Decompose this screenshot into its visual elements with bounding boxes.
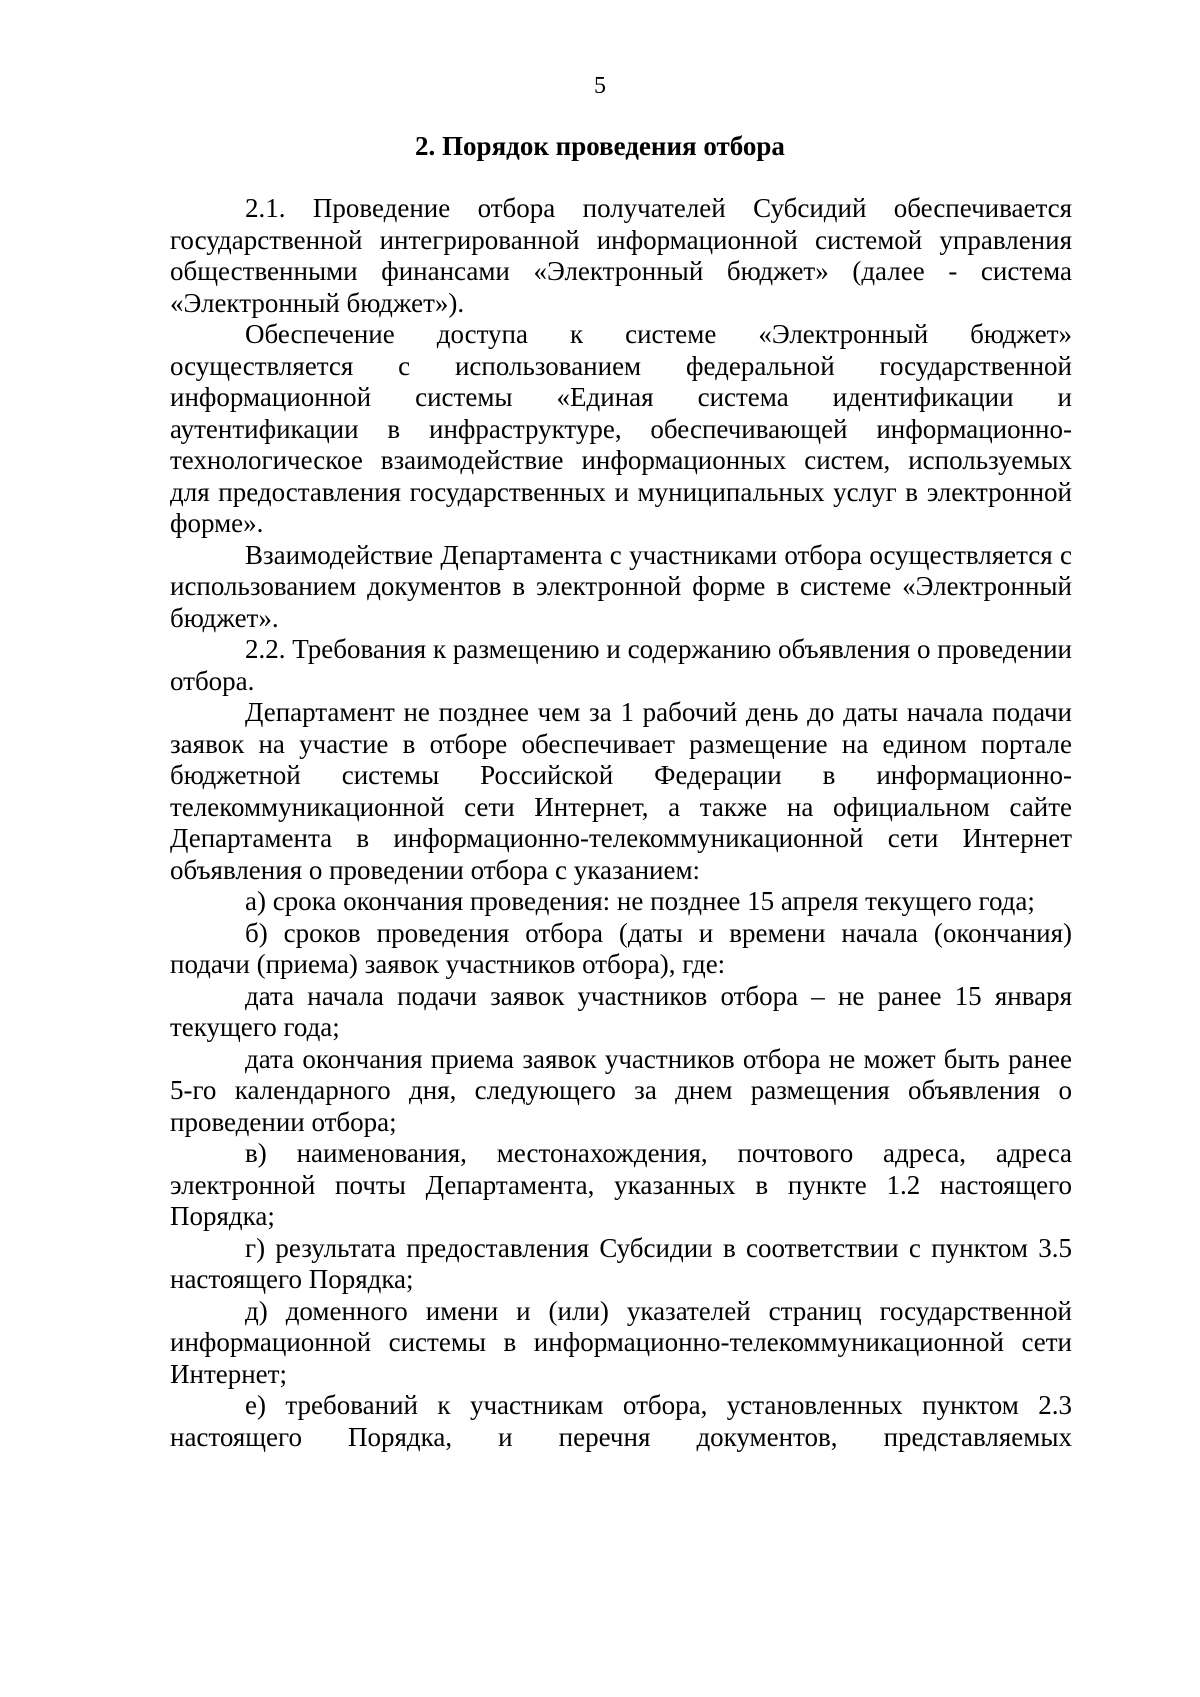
paragraph-access: Обеспечение доступа к системе «Электронный бюджет» осуществляется с использованием федеральной государственной информационной системы «Единая система идентификации и аутентификации в инфраструктуре, обеспечивающей информационно-технологическое взаимодействие информационных систем, используемых для предоставления государственных и муниципальных услуг в электронной форме». [170, 319, 1072, 538]
list-item-v: в) наименования, местонахождения, почтового адреса, адреса электронной почты Департамента, указанных в пункте 1.2 настоящего Порядка; [170, 1138, 1072, 1231]
paragraph-department: Департамент не позднее чем за 1 рабочий день до даты начала подачи заявок на участие в отборе обеспечивает размещение на едином портале бюджетной системы Российской Федерации в информационно-телекоммуникационной сети Интернет, а также на официальном сайте Департамента в информационно-телекоммуникационной сети Интернет объявления о проведении отбора с указанием: [170, 697, 1072, 885]
paragraph-interaction: Взаимодействие Департамента с участниками отбора осуществляется с использованием документов в электронной форме в системе «Электронный бюджет». [170, 539, 1072, 633]
list-item-g: г) результата предоставления Субсидии в соответствии с пунктом 3.5 настоящего Порядка; [170, 1232, 1072, 1294]
list-item-e: е) требований к участникам отбора, установленных пунктом 2.3 настоящего Порядка, и перечня документов, представляемых [170, 1390, 1072, 1452]
list-item-d: д) доменного имени и (или) указателей страниц государственной информационной системы в информационно-телекоммуникационной сети Интернет; [170, 1295, 1072, 1389]
list-item-a: а) срока окончания проведения: не позднее 15 апреля текущего года; [245, 886, 1035, 916]
paragraph-2-1: 2.1. Проведение отбора получателей Субсидий обеспечивается государственной интегрированной информационной системой управления общественными финансами «Электронный бюджет» (далее - система «Электронный бюджет»). [170, 193, 1072, 318]
paragraph-end-date: дата окончания приема заявок участников отбора не может быть ранее 5-го календарного дня, следующего за днем размещения объявления о проведении отбора; [170, 1043, 1072, 1137]
list-item-b: б) сроков проведения отбора (даты и времени начала (окончания) подачи (приема) заявок участников отбора), где: [170, 917, 1072, 979]
paragraph-2-2: 2.2. Требования к размещению и содержанию объявления о проведении отбора. [170, 634, 1072, 696]
document-body [170, 193, 1072, 1453]
paragraph-start-date: дата начала подачи заявок участников отбора – не ранее 15 января текущего года; [170, 980, 1072, 1042]
page-number: 5 [594, 73, 606, 99]
section-heading: 2. Порядок проведения отбора [415, 131, 785, 161]
